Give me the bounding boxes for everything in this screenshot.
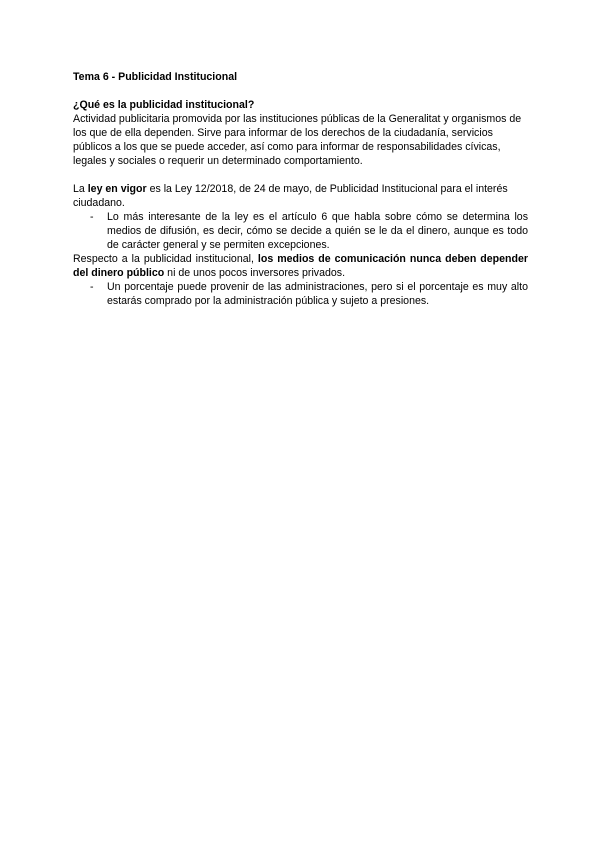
bullet-marker: - bbox=[90, 281, 94, 293]
intro-paragraph: Actividad publicitaria promovida por las instituciones públicas de la Generalitat y organismos de los que de ella dependen. Sirve para informar de los derechos de la ciudadanía, servicios públicos a los que se puede acceder, así como para informar de responsabilidades cívicas, legales y sociales o requerir un determinado comportamiento. bbox=[73, 113, 522, 167]
question-heading: ¿Qué es la publicidad institucional? bbox=[73, 99, 255, 111]
list-item-text: Un porcentaje puede provenir de las administraciones, pero si el porcentaje es muy alto estarás comprado por la administración pública y sujeto a presiones. bbox=[107, 281, 528, 307]
bullet-marker: - bbox=[90, 211, 94, 223]
list-item-text: Lo más interesante de la ley es el artículo 6 que habla sobre cómo se determina los medios de difusión, es decir, cómo se decide a quién se le da el dinero, aunque es todo de carácter general y se permiten excepciones. bbox=[107, 211, 528, 251]
media-paragraph bbox=[73, 252, 528, 280]
law-suffix: es la Ley 12/2018, de 24 de mayo, de Publicidad Institucional para el interés ciudadano. bbox=[73, 183, 508, 209]
law-bold-text: ley en vigor bbox=[87, 183, 147, 195]
media-bold-text: los medios de comunicación nunca deben depender del dinero público bbox=[73, 253, 528, 279]
law-bullet-list bbox=[73, 210, 528, 252]
list-item bbox=[73, 280, 528, 308]
media-prefix: Respecto a la publicidad institucional, bbox=[73, 253, 258, 265]
document-title: Tema 6 - Publicidad Institucional bbox=[73, 71, 238, 83]
document-page bbox=[73, 70, 528, 308]
law-prefix: La bbox=[73, 183, 88, 195]
media-suffix: ni de unos pocos inversores privados. bbox=[164, 267, 346, 279]
law-paragraph bbox=[73, 182, 528, 210]
list-item bbox=[73, 210, 528, 252]
media-bullet-list bbox=[73, 280, 528, 308]
